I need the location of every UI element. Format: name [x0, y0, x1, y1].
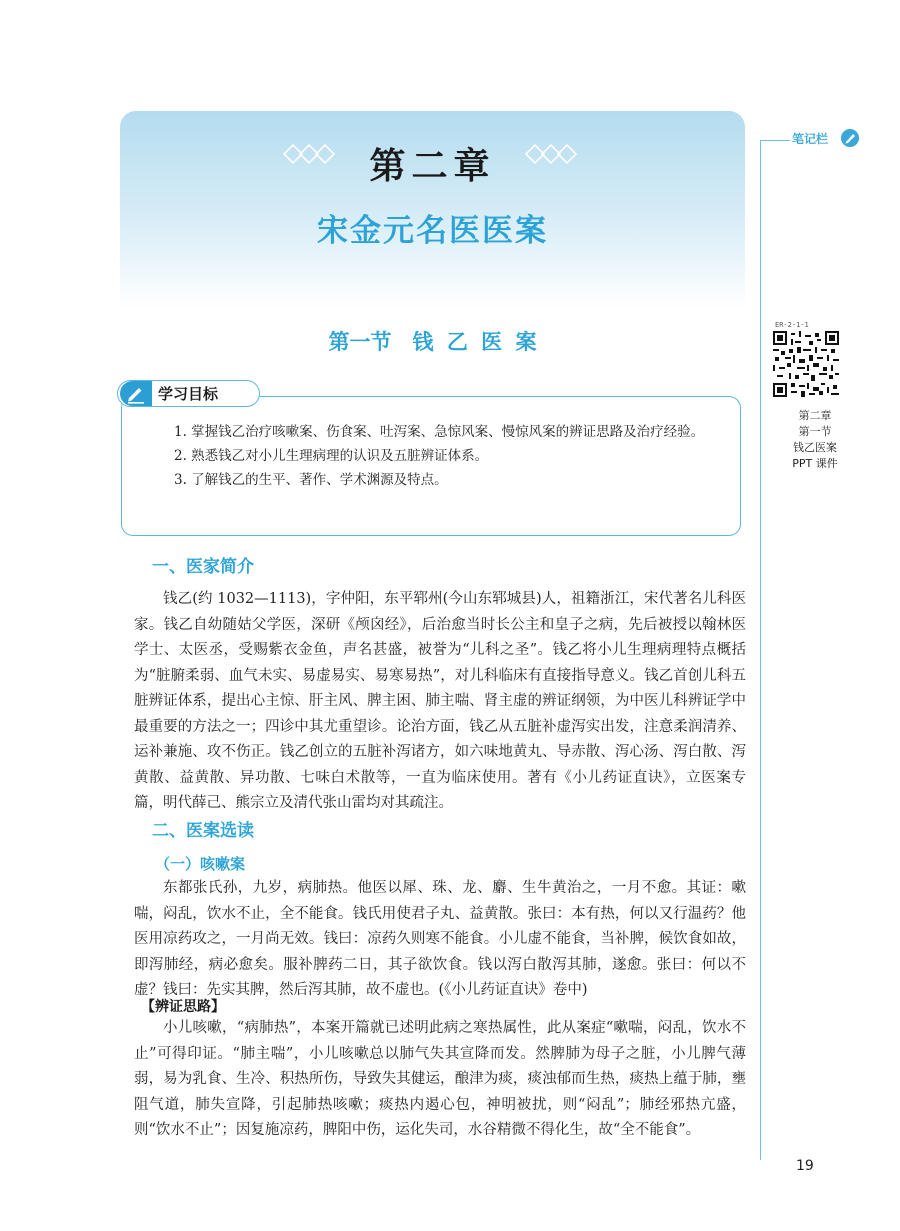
learning-objectives-title: 学习目标: [158, 385, 219, 403]
resource-line-4: PPT 课件: [792, 457, 838, 470]
pen-note-icon: [840, 128, 860, 148]
courseware-resource-label: [772, 408, 858, 472]
qr-code-icon[interactable]: [773, 331, 839, 397]
heading-physician-intro: 一、医家简介: [152, 557, 254, 577]
objective-item: 1. 掌握钱乙治疗咳嗽案、伤食案、吐泻案、急惊风案、慢惊风案的辨证思路及治疗经验。: [174, 424, 705, 440]
learning-objectives-list: [134, 420, 730, 492]
pencil-icon: [120, 381, 152, 406]
physician-intro-paragraph: [134, 587, 746, 817]
objective-item: 2. 熟悉钱乙对小儿生理病理的认识及五脏辨证体系。: [174, 448, 489, 464]
paragraph: 小儿咳嗽，“病肺热”，本案开篇就已述明此病之寒热属性，此从案症“嗽喘，闷乱，饮水不止”可得印证。“肺主喘”，小儿咳嗽总以肺气失其宣降而发。然脾肺为母子之脏，小儿脾气薄弱，易为乳食、生冷、积热所伤，导致失其健运，酿津为痰，痰浊郁而生热，痰热上蕴于肺，壅阻气道，肺失宣降，引起肺热咳嗽；痰热内遏心包，神明被扰，则“闷乱”；肺经邪热亢盛，则“饮水不止”；因复施凉药，脾阳中伤，运化失司，水谷精微不得化生，故“全不能食”。: [134, 1020, 746, 1138]
sidebar-divider-vertical: [760, 140, 761, 1160]
paragraph: 东都张氏孙，九岁，病肺热。他医以犀、珠、龙、麝、生牛黄治之，一月不愈。其证：嗽喘，闷乱，饮水不止，全不能食。钱氏用使君子丸、益黄散。张曰：本有热，何以又行温药？他医用凉药攻之，一月尚无效。钱曰：凉药久则寒不能食。小儿虚不能食，当补脾，候饮食如故，即泻肺经，病必愈矣。服补脾药二日，其子欲饮食。钱以泻白散泻其肺，遂愈。张曰：何以不虚？钱曰：先实其脾，然后泻其肺，故不虚也。(《小儿药证直诀》卷中): [134, 880, 746, 998]
paragraph: 钱乙(约 1032—1113)，字仲阳，东平郓州(今山东郓城县)人，祖籍浙江，宋代著名儿科医家。钱乙自幼随姑父学医，深研《颅囟经》，后治愈当时长公主和皇子之病，先后被授以翰林医学士、太医丞，受赐紫衣金鱼，声名甚盛，被誉为“儿科之圣”。钱乙将小儿生理病理特点概括为“脏腑柔弱、血气未实、易虚易实、易寒易热”，对儿科临床有直接指导意义。钱乙首创儿科五脏辨证体系，提出心主惊、肝主风、脾主困、肺主喘、肾主虚的辨证纲领，为中医儿科辨证学中最重要的方法之一；四诊中其尤重望诊。论治方面，钱乙从五脏补虚泻实出发，注意柔润清养、运补兼施、攻不伤正。钱乙创立的五脏补泻诸方，如六味地黄丸、导赤散、泻心汤、泻白散、泻黄散、益黄散、异功散、七味白术散等，一直为临床使用。著有《小儿药证直诀》，立医案专篇，明代薛己、熊宗立及清代张山雷均对其疏注。: [134, 591, 746, 811]
heading-cough-case: （一）咳嗽案: [155, 855, 246, 873]
resource-line-2: 第一节: [798, 425, 832, 438]
objective-item: 3. 了解钱乙的生平、著作、学术渊源及特点。: [174, 472, 448, 488]
diagnosis-reasoning-paragraph: [134, 1016, 746, 1144]
heading-diagnosis-reasoning: 【辨证思路】: [141, 999, 225, 1015]
cough-case-paragraph: [134, 876, 746, 1004]
chapter-label: 第二章: [369, 146, 496, 187]
chapter-title: 宋金元名医医案: [317, 213, 548, 249]
sidebar-divider-top: [760, 140, 790, 141]
page-number: 19: [796, 1158, 814, 1174]
heading-case-readings: 二、医案选读: [152, 821, 254, 841]
notes-column-label: 笔记栏: [792, 132, 829, 146]
diamond-ornament-right-icon: [524, 143, 580, 165]
resource-line-1: 第二章: [798, 409, 832, 422]
resource-line-3: 钱乙医案: [793, 441, 837, 454]
qr-code-caption: ER-2-1-1: [775, 321, 809, 329]
section-title: 第一节 钱 乙 医 案: [328, 330, 537, 354]
